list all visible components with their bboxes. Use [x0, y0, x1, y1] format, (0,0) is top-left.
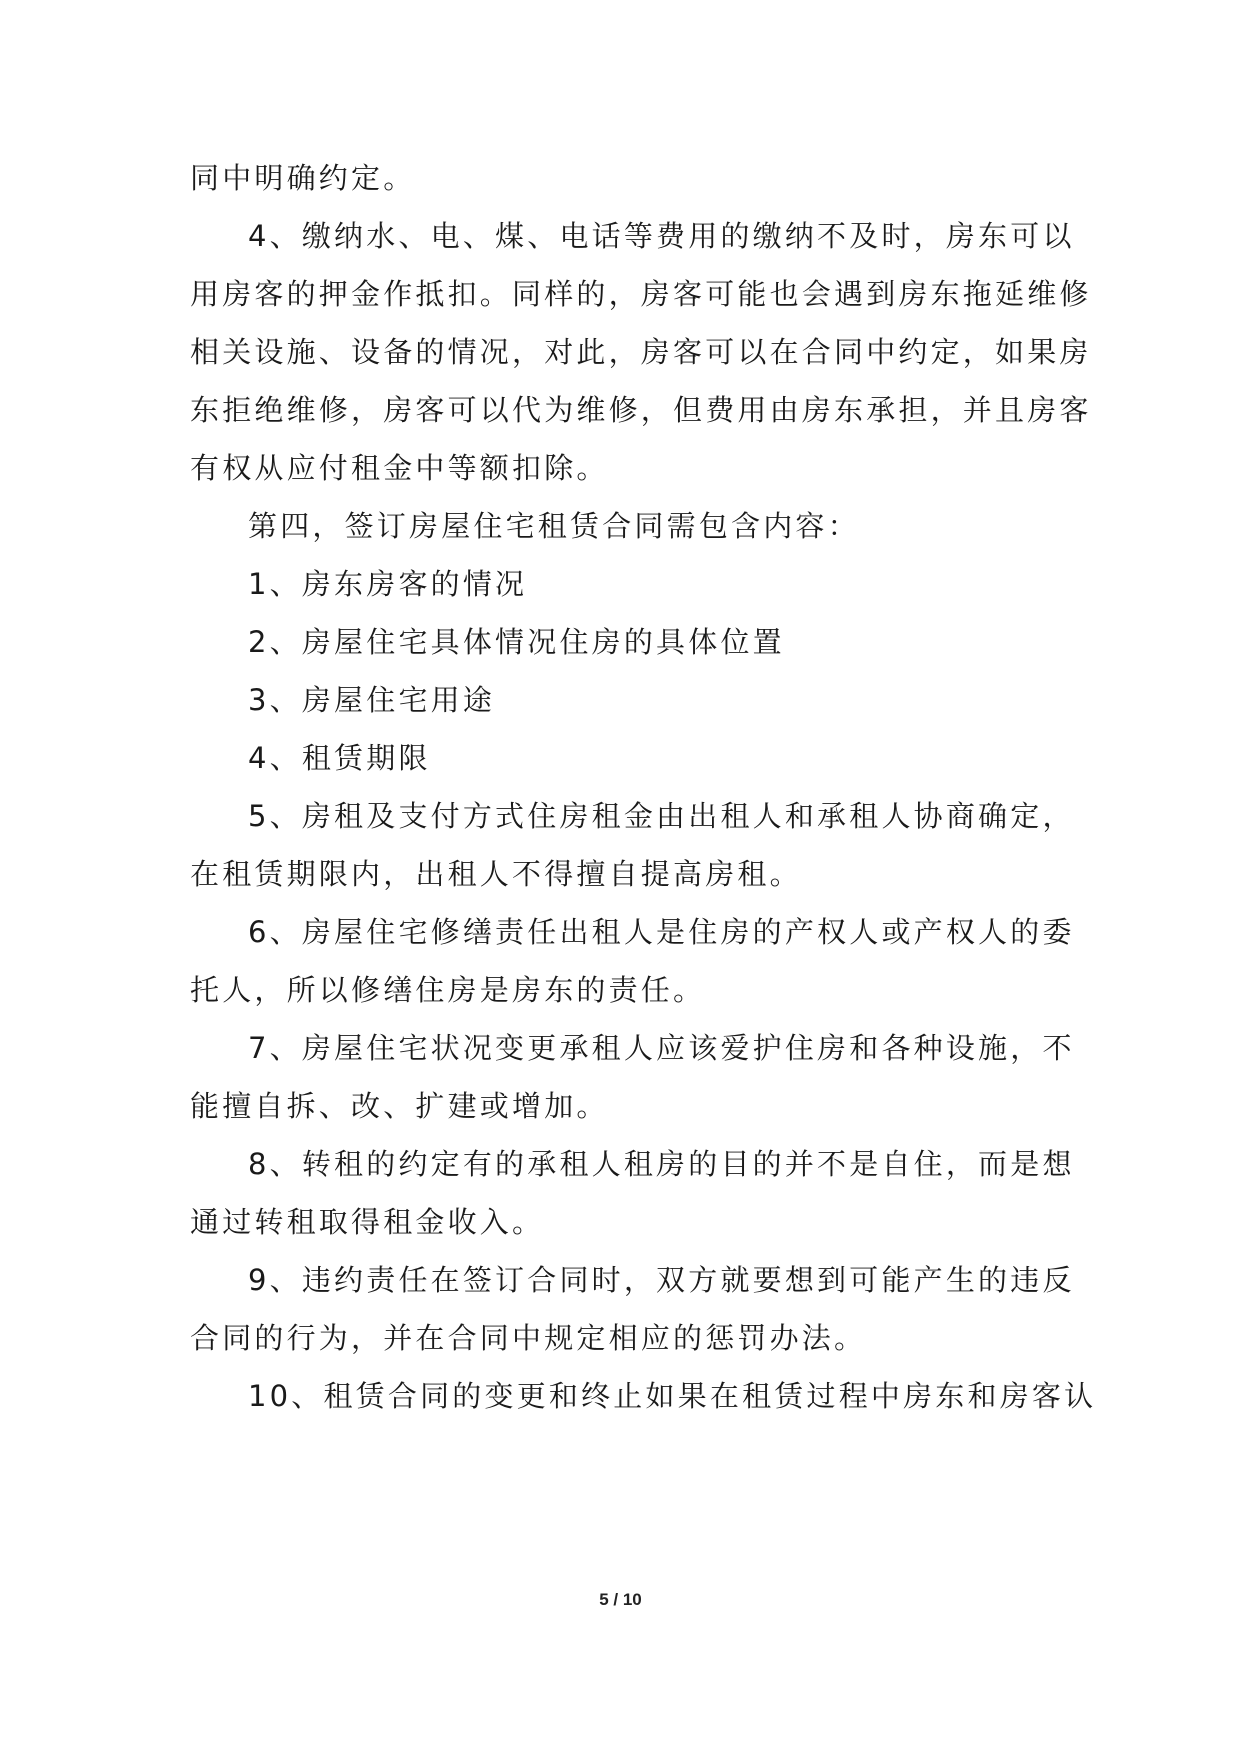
list-item: 7、房屋住宅状况变更承租人应该爱护住房和各种设施，不	[248, 1031, 1075, 1065]
text-line: 用房客的押金作抵扣。同样的，房客可能也会遇到房东拖延维修	[190, 277, 1092, 311]
list-item: 4、租赁期限	[248, 741, 431, 775]
text-line: 相关设施、设备的情况，对此，房客可以在合同中约定，如果房	[190, 335, 1092, 369]
list-item: 9、违约责任在签订合同时，双方就要想到可能产生的违反	[248, 1263, 1075, 1297]
list-item: 8、转租的约定有的承租人租房的目的并不是自住，而是想	[248, 1147, 1075, 1181]
text-line: 有权从应付租金中等额扣除。	[190, 451, 609, 485]
list-item: 6、房屋住宅修缮责任出租人是住房的产权人或产权人的委	[248, 915, 1075, 949]
list-item: 1、房东房客的情况	[248, 567, 528, 601]
list-item: 5、房租及支付方式住房租金由出租人和承租人协商确定，	[248, 799, 1075, 833]
list-item: 2、房屋住宅具体情况住房的具体位置	[248, 625, 785, 659]
section-heading: 第四，签订房屋住宅租赁合同需包含内容：	[248, 509, 860, 543]
list-item: 10、租赁合同的变更和终止如果在租赁过程中房东和房客认	[248, 1379, 1097, 1413]
text-line: 通过转租取得租金收入。	[190, 1205, 545, 1239]
text-line: 在租赁期限内，出租人不得擅自提高房租。	[190, 857, 802, 891]
page-number: 5 / 10	[599, 1590, 642, 1609]
text-line: 同中明确约定。	[190, 161, 416, 195]
text-line: 能擅自拆、改、扩建或增加。	[190, 1089, 609, 1123]
text-line: 合同的行为，并在合同中规定相应的惩罚办法。	[190, 1321, 867, 1355]
list-item: 3、房屋住宅用途	[248, 683, 496, 717]
text-line: 4、缴纳水、电、煤、电话等费用的缴纳不及时，房东可以	[248, 219, 1075, 253]
text-line: 东拒绝维修，房客可以代为维修，但费用由房东承担，并且房客	[190, 393, 1092, 427]
text-line: 托人，所以修缮住房是房东的责任。	[190, 973, 706, 1007]
